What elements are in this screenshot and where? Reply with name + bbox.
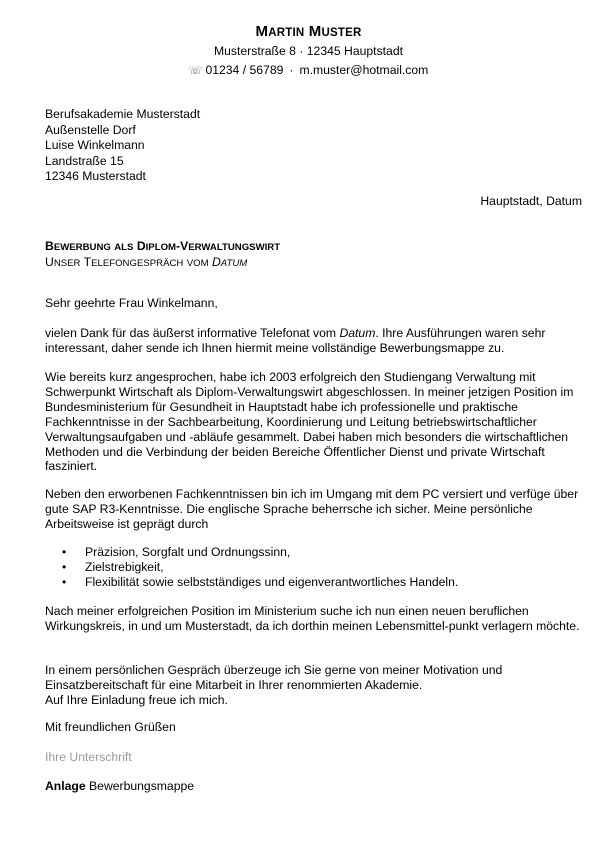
enclosure-text: Bewerbungsmappe: [89, 779, 195, 793]
list-item: • Zielstrebigkeit,: [45, 560, 585, 575]
phone-icon: ☏: [188, 65, 203, 77]
recipient-line: 12346 Musterstadt: [45, 169, 146, 183]
salutation: Sehr geehrte Frau Winkelmann,: [45, 296, 218, 310]
subject-title: BEWERBUNG ALS DIPLOM-VERWALTUNGSWIRT: [45, 239, 281, 253]
paragraph-invitation: In einem persönlichen Gespräch überzeuge ich Sie gerne von meiner Motivation und Einsatzbereitschaft für eine Mitarbeit in Ihrer renommierten Akademie. Auf Ihre Einladung freue ich mich.: [45, 663, 503, 707]
closing: Mit freundlichen Grüßen: [45, 720, 176, 734]
enclosure: [45, 779, 585, 794]
sender-email: m.muster@hotmail.com: [299, 63, 429, 77]
paragraph-intro: vielen Dank für das äußerst informative Telefonat vom Datum. Ihre Ausführungen waren sehr interessant, daher sende ich Ihnen hiermit meine vollständige Bewerbungsmappe zu.: [45, 326, 546, 355]
paragraph-qualification: Wie bereits kurz angesprochen, habe ich 2003 erfolgreich den Studiengang Verwaltung mit Schwerpunkt Wirtschaft als Diplom-Verwaltungswirt abgeschlossen. In meiner jetzigen Position im Bundesministerium für Gesundheit in Hauptstadt habe ich professionelle und praktische Fachkenntnisse in der Sachbearbeitung, Koordinierung und Leitung betriebswirtschaftlicher Verwaltungsaufgaben und -abläufe gesammelt. Dabei haben mich besonders die wirtschaftlichen Methoden und die Verbindung der beiden Bereiche Öffentlicher Dienst und private Wirtschaft fasziniert.: [45, 370, 574, 474]
recipient-line: Berufsakademie Musterstadt: [45, 107, 201, 121]
sender-contact: [0, 63, 600, 77]
recipient-line: Luise Winkelmann: [45, 138, 145, 152]
qualities-list: [45, 545, 585, 590]
subject-subtitle: UNSER TELEFONGESPRÄCH VOM DATUM: [45, 255, 248, 269]
sender-phone: 01234 / 56789: [205, 63, 284, 77]
subject-date: DATUM: [211, 255, 248, 269]
sender-name: MARTIN MUSTER: [255, 23, 362, 40]
recipient-line: Außenstelle Dorf: [45, 122, 136, 137]
paragraph-motivation: Nach meiner erfolgreichen Position im Ministerium suche ich nun einen neuen beruflichen Wirkungskreis, in und um Musterstadt, da ich dorthin meinen Lebensmittel-punkt verlagern möchte.: [45, 604, 580, 633]
contact-separator: ·: [289, 63, 294, 77]
paragraph-skills: Neben den erworbenen Fachkenntnissen bin ich im Umgang mit dem PC versiert und verfüge über gute SAP R3-Kenntnisse. Die englische Sprache beherrsche ich sicher. Meine persönliche Arbeitsweise ist geprägt durch: [45, 487, 579, 531]
signature-placeholder: Ihre Unterschrift: [45, 750, 132, 764]
sender-address: Musterstraße 8 · 12345 Hauptstadt: [213, 44, 403, 58]
recipient-address: [45, 107, 200, 185]
subject-block: [45, 239, 280, 271]
list-item: • Flexibilität sowie selbstständiges und eigenverantwortliches Handeln.: [45, 575, 585, 590]
enclosure-label: Anlage: [45, 779, 86, 793]
list-item: • Präzision, Sorgfalt und Ordnungssinn,: [45, 545, 585, 560]
date-line: Hauptstadt, Datum: [480, 194, 582, 208]
recipient-line: Landstraße 15: [45, 153, 124, 168]
